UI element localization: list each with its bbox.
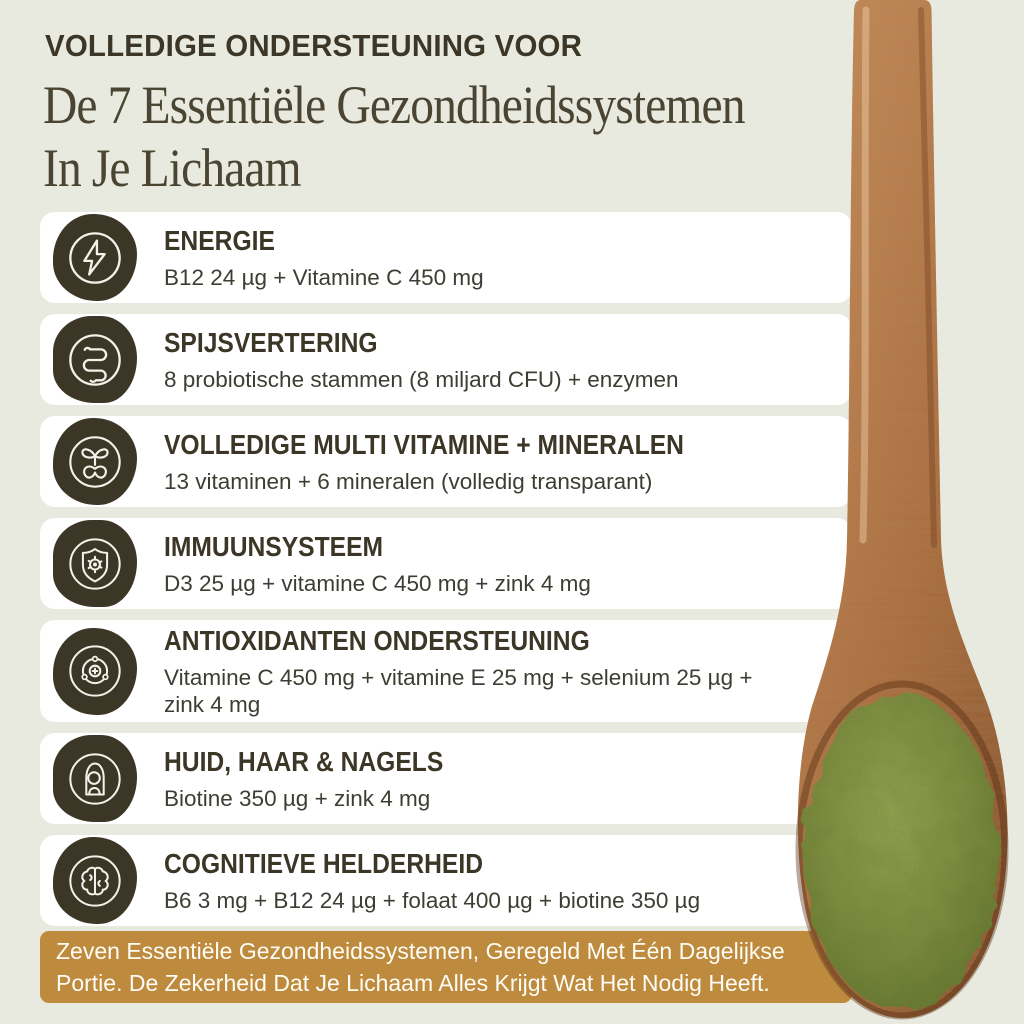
card-text [164,531,824,597]
card-multi-vitamine [40,416,852,507]
card-description: B6 3 mg + B12 24 µg + folaat 400 µg + biotine 350 µg [164,887,701,913]
page-title-line1: De 7 Essentiële Gezondheidssystemen [43,75,745,135]
atom-icon [53,628,137,715]
card-text [164,746,824,812]
card-cognitieve-helderheid [40,835,852,926]
card-text [164,429,824,495]
card-title: ANTIOXIDANTEN ONDERSTEUNING [164,624,590,656]
card-description: B12 24 µg + Vitamine C 450 mg [164,264,484,290]
card-title: HUID, HAAR & NAGELS [164,745,444,777]
benefit-card-list [40,212,852,926]
shield-virus-icon [53,520,137,607]
card-description: Biotine 350 µg + zink 4 mg [164,785,431,811]
woman-face-icon [53,735,137,822]
intestine-icon [53,316,137,403]
card-title: SPIJSVERTERING [164,326,378,358]
card-description: D3 25 µg + vitamine C 450 mg + zink 4 mg [164,570,591,596]
card-description: 8 probiotische stammen (8 miljard CFU) + enzymen [164,366,679,392]
kicker-heading: VOLLEDIGE ONDERSTEUNING VOOR [45,28,583,63]
wooden-spoon-photo [780,0,1024,1024]
brain-icon [53,837,137,924]
card-text [164,327,824,393]
page-title-line2: In Je Lichaam [43,138,301,198]
card-text [164,848,824,914]
card-title: VOLLEDIGE MULTI VITAMINE + MINERALEN [164,428,684,460]
sprout-seed-icon [53,418,137,505]
card-text [164,225,824,291]
card-immuunsysteem [40,518,852,609]
bottom-banner [40,931,852,1003]
card-title: IMMUUNSYSTEEM [164,530,384,562]
card-spijsvertering [40,314,852,405]
card-title: ENERGIE [164,224,275,256]
card-huid-haar-nagels [40,733,852,824]
card-energie [40,212,852,303]
page-title [43,74,745,200]
lightning-icon [53,214,137,301]
card-description: 13 vitaminen + 6 mineralen (volledig transparant) [164,468,653,494]
card-antioxidanten [40,620,852,722]
bottom-banner-text: Zeven Essentiële Gezondheidssystemen, Geregeld Met Één Dagelijkse Portie. De Zekerheid Dat Je Lichaam Alles Krijgt Wat Het Nodig Heeft. [56,938,785,996]
card-title: COGNITIEVE HELDERHEID [164,847,483,879]
card-description: Vitamine C 450 mg + vitamine E 25 mg + selenium 25 µg + zink 4 mg [164,664,753,717]
card-text [164,625,824,718]
